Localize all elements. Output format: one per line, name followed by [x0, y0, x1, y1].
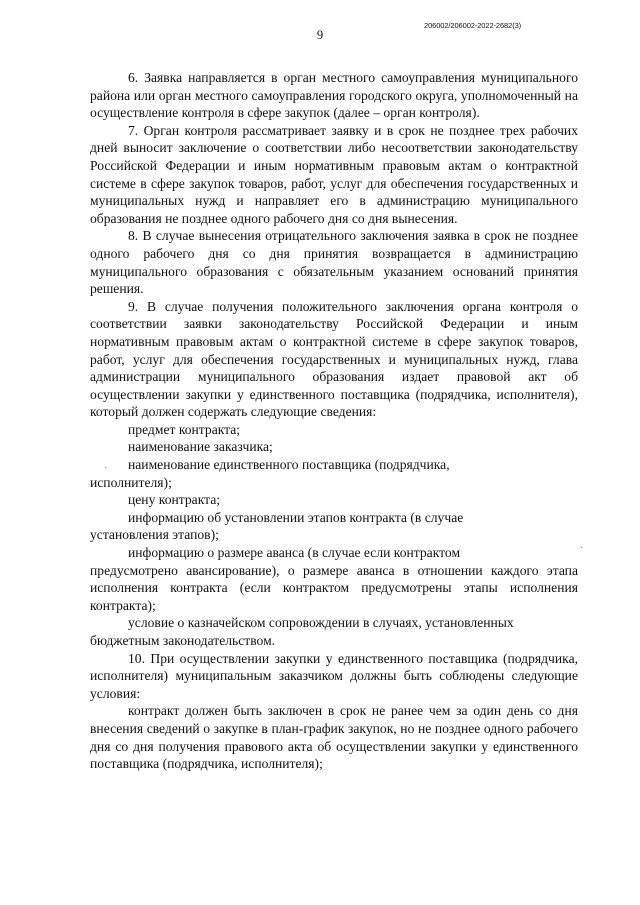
paragraph: 7. Орган контроля рассматривает заявку и в срок не позднее трех рабочих дней выносит заключение о соответствии либо несоответствии законодательству Российской Федерации и иным нормативным правовым актам о контрактной системе в сфере закупок товаров, работ, услуг для обеспечения государственных и муниципальных нужд и направляет его в администрацию муниципального образования не позднее одного рабочего дня со дня вынесения.	[90, 122, 578, 226]
list-item-text: наименование заказчика;	[128, 439, 273, 455]
list-item-text: информацию о размере аванса (в случае если контрактом	[128, 545, 461, 561]
list-item	[90, 544, 578, 614]
list-item-continuation: бюджетным законодательством.	[90, 633, 276, 648]
list-item	[90, 421, 578, 439]
list-item	[90, 456, 578, 491]
document-body	[90, 69, 578, 773]
list-item-text: предмет контракта;	[128, 421, 241, 437]
list-item	[90, 614, 578, 649]
paragraph: 10. При осуществлении закупки у единственного поставщика (подрядчика, исполнителя) муниципальным заказчиком должны быть соблюдены следующие условия:	[90, 650, 578, 701]
list-item-text: наименование единственного поставщика (подрядчика,	[128, 457, 450, 473]
list-item-text: информацию об установлении этапов контракта (в случае	[128, 509, 464, 525]
list-item	[90, 509, 578, 544]
list-item-continuation: предусмотрено авансирование), о размере аванса в отношении каждого этапа исполнения контракта (если контрактом предусмотрены этапы исполнения контракта);	[90, 562, 578, 613]
paragraph: 6. Заявка направляется в орган местного самоуправления муниципального района или орган местного самоуправления городского округа, уполномоченный на осуществление контроля в сфере закупок (далее – орган контроля).	[90, 70, 578, 121]
document-id: 206002/206002-2022-2682(3)	[424, 21, 522, 30]
paragraph: контракт должен быть заключен в срок не ранее чем за один день со дня внесения сведений о закупке в план-график закупок, но не позднее одного рабочего дня со дня получения правового акта об осуществлении закупки у единственного поставщика (подрядчика, исполнителя);	[90, 703, 578, 772]
page-number: 9	[316, 28, 324, 42]
paragraph: 8. В случае вынесения отрицательного заключения заявка в срок не позднее одного рабочего дня со дня принятия возвращается в администрацию муниципального образования с обязательным указанием оснований принятия решения.	[90, 228, 578, 297]
list-item-continuation: установления этапов);	[90, 527, 219, 543]
scan-speck: ·	[104, 463, 108, 474]
list-item-text: условие о казначейском сопровождении в случаях, установленных	[128, 615, 514, 631]
paragraph: 9. В случае получения положительного заключения органа контроля о соответствии заявки законодательству Российской Федерации и иным нормативным правовым актам о контрактной системе в сфере закупок товаров, работ, услуг для обеспечения государственных и муниципальных нужд, глава администрации муниципального образования издает правовой акт об осуществлении закупки у единственного поставщика (подрядчика, исполнителя), который должен содержать следующие сведения:	[90, 298, 578, 420]
scan-speck: ·	[580, 543, 584, 554]
list-item-text: цену контракта;	[128, 492, 221, 508]
list-item-continuation: исполнителя);	[90, 474, 172, 490]
list-item	[90, 438, 578, 456]
list-item	[90, 491, 578, 509]
